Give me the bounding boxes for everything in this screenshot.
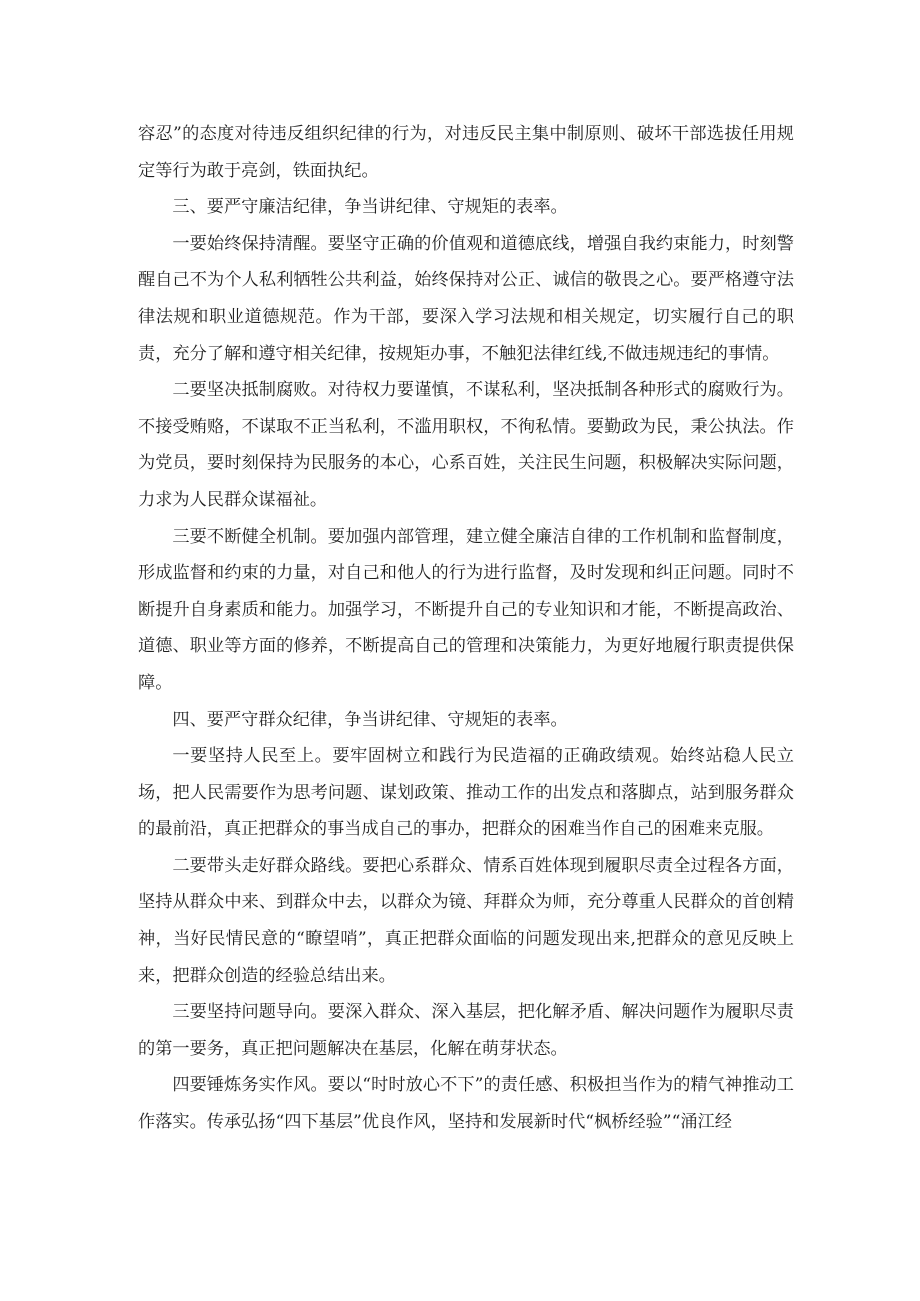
paragraph: 四要锤炼务实作风。要以“时时放心不下”的责任感、积极担当作为的精气神推动工作落实。传承弘扬“四下基层”优良作风，坚持和发展新时代“枫桥经验”“涌江经: [138, 1075, 794, 1133]
paragraph: 三要坚持问题导向。要深入群众、深入基层，把化解矛盾、解决问题作为履职尽责的第一要务，真正把问题解决在基层，化解在萌芽状态。: [138, 1002, 794, 1059]
paragraph: 三要不断健全机制。要加强内部管理，建立健全廉洁自律的工作机制和监督制度，形成监督和约束的力量，对自己和他人的行为进行监督，及时发现和纠正问题。同时不断提升自身素质和能力。加强学习，不断提升自己的专业知识和才能，不断提高政治、道德、职业等方面的修养，不断提高自己的管理和决策能力，为更好地履行职责提供保障。: [138, 526, 794, 693]
paragraph-continuation: 容忍”的态度对待违反组织纪律的行为，对违反民主集中制原则、破坏干部选拔任用规定等行为敢于亮剑，铁面执纪。: [138, 124, 794, 181]
section-heading-4: 四、要严守群众纪律，争当讲纪律、守规矩的表率。: [172, 709, 568, 730]
document-page: [138, 116, 794, 1141]
paragraph: 一要坚持人民至上。要牢固树立和践行为民造福的正确政绩观。始终站稳人民立场，把人民需要作为思考问题、谋划政策、推动工作的出发点和落脚点，站到服务群众的最前沿，真正把群众的事当成自己的事办，把群众的困难当作自己的困难来克服。: [138, 746, 794, 840]
paragraph: 二要坚决抵制腐败。对待权力要谨慎，不谋私利，坚决抵制各种形式的腐败行为。不接受贿赂，不谋取不正当私利，不滥用职权，不徇私情。要勤政为民，秉公执法。作为党员，要时刻保持为民服务的本心，心系百姓，关注民生问题，积极解决实际问题，力求为人民群众谋福祉。: [138, 380, 794, 510]
paragraph: 一要始终保持清醒。要坚守正确的价值观和道德底线，增强自我约束能力，时刻警醒自己不为个人私利牺牲公共利益，始终保持对公正、诚信的敬畏之心。要严格遵守法律法规和职业道德规范。作为干部，要深入学习法规和相关规定，切实履行自己的职责，充分了解和遵守相关纪律，按规矩办事，不触犯法律红线,不做违规违纪的事情。: [138, 233, 794, 364]
section-heading-3: 三、要严守廉洁纪律，争当讲纪律、守规矩的表率。: [172, 197, 568, 218]
paragraph: 二要带头走好群众路线。要把心系群众、情系百姓体现到履职尽责全过程各方面，坚持从群众中来、到群众中去，以群众为镜、拜群众为师，充分尊重人民群众的首创精神，当好民情民意的“瞭望哨”，真正把群众面临的问题发现出来,把群众的意见反映上来，把群众创造的经验总结出来。: [138, 855, 794, 986]
